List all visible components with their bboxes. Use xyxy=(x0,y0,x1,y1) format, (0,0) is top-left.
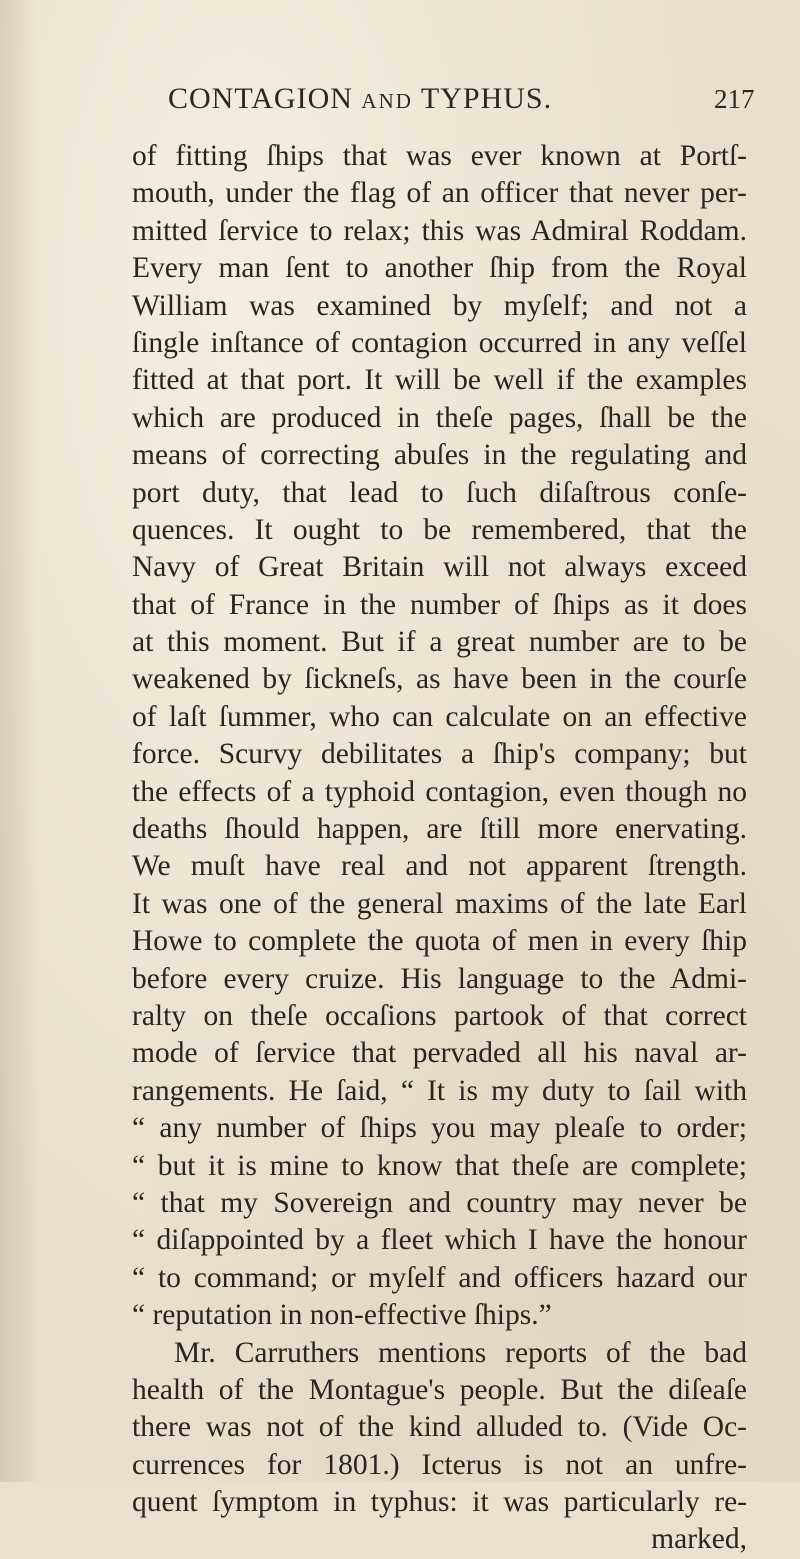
text-line: mouth, under the flag of an officer that never per- xyxy=(132,177,747,210)
text-line: “ to command; or myſelf and officers hazard our xyxy=(132,1261,747,1294)
text-line: ralty on theſe occaſions partook of that correct xyxy=(132,999,747,1032)
text-line: We muſt have real and not apparent ſtrength. xyxy=(132,850,747,883)
text-line: mitted ſervice to relax; this was Admiral Roddam. xyxy=(132,214,747,247)
text-line: It was one of the general maxims of the late Earl xyxy=(132,887,747,920)
text-line: force. Scurvy debilitates a ſhip's company; but xyxy=(132,738,747,771)
body-text xyxy=(132,138,747,1559)
page-gutter-shadow xyxy=(0,0,40,1482)
text-line: quences. It ought to be remembered, that the xyxy=(132,513,747,546)
text-line: deaths ſhould happen, are ſtill more enervating. xyxy=(132,813,747,846)
text-line: “ that my Sovereign and country may never be xyxy=(132,1186,747,1219)
text-line: “ diſappointed by a fleet which I have the honour xyxy=(132,1224,747,1257)
text-line: that of France in the number of ſhips as it does xyxy=(132,588,747,621)
page-number: 217 xyxy=(714,84,755,114)
text-line: “ but it is mine to know that theſe are complete; xyxy=(132,1149,747,1182)
text-line: at this moment. But if a great number are to be xyxy=(132,626,747,659)
text-line: which are produced in theſe pages, ſhall be the xyxy=(132,401,747,434)
text-line: “ any number of ſhips you may pleaſe to order; xyxy=(132,1112,747,1145)
text-line: Navy of Great Britain will not always exceed xyxy=(132,551,747,584)
running-head xyxy=(168,82,552,116)
text-line: the effects of a typhoid contagion, even though no xyxy=(132,775,747,808)
running-head-and: AND xyxy=(361,89,413,113)
text-line: means of correcting abuſes in the regulating and xyxy=(132,439,747,472)
text-line: mode of ſervice that pervaded all his naval ar- xyxy=(132,1037,747,1070)
text-line: port duty, that lead to ſuch diſaſtrous conſe- xyxy=(132,476,747,509)
text-line: currences for 1801.) Icterus is not an unfre- xyxy=(132,1448,747,1481)
text-line: before every cruize. His language to the Admi- xyxy=(132,962,747,995)
text-line: ſingle inſtance of contagion occurred in any veſſel xyxy=(132,326,747,359)
text-line: “ reputation in non-effective ſhips.” xyxy=(132,1299,552,1332)
text-line: fitted at that port. It will be well if the examples xyxy=(132,364,747,397)
text-line: Mr. Carruthers mentions reports of the bad xyxy=(174,1336,747,1369)
text-line: weakened by ſickneſs, as have been in the courſe xyxy=(132,663,747,696)
text-line: Howe to complete the quota of men in every ſhip xyxy=(132,925,747,958)
running-head-contagion: CONTAGION xyxy=(168,82,353,115)
text-line: of laſt ſummer, who can calculate on an effective xyxy=(132,700,747,733)
text-line: health of the Montague's people. But the diſeaſe xyxy=(132,1373,747,1406)
text-line: there was not of the kind alluded to. (Vide Oc- xyxy=(132,1411,747,1444)
text-line: Every man ſent to another ſhip from the Royal xyxy=(132,252,747,285)
running-head-typhus: TYPHUS. xyxy=(420,82,553,115)
catchword: marked, xyxy=(651,1523,747,1556)
text-line: William was examined by myſelf; and not a xyxy=(132,289,747,322)
text-line: quent ſymptom in typhus: it was particularly re- xyxy=(132,1486,747,1519)
text-line: rangements. He ſaid, “ It is my duty to ſail with xyxy=(132,1074,747,1107)
text-line: of fitting ſhips that was ever known at Portſ- xyxy=(132,140,747,172)
page-header xyxy=(0,82,800,126)
